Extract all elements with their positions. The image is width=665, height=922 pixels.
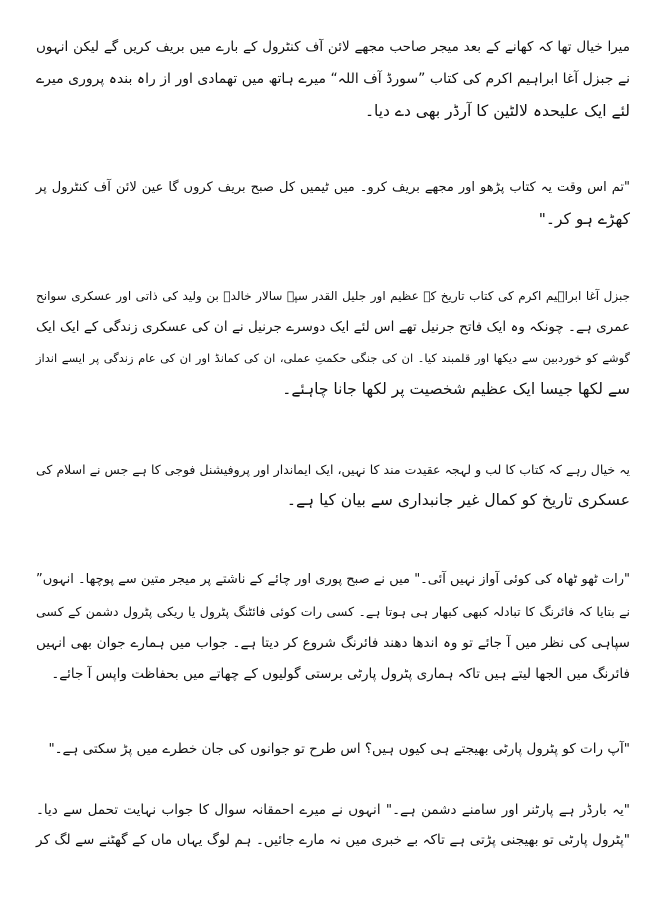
paragraph-line: کھڑے ہو کر۔" — [538, 210, 630, 228]
paragraph-line: جبزل آغا ابراہیم اکرم کی کتاب تاریخ کے عظیم اور جلیل القدر سپہ سالار خالدؓ بن ولید کی ذاتی اور عسکری سوانح — [36, 289, 630, 303]
paragraph-line: میرا خیال تھا کہ کھانے کے بعد میجر صاحب مجھے لائن آف کنٹرول کے بارے میں بریف کریں گے لیکن انہوں — [36, 39, 630, 55]
paragraph-line: "آپ رات کو پٹرول پارٹی بھیجتے ہی کیوں ہیں؟ اس طرح تو جوانوں کی جان خطرے میں پڑ سکتی ہے۔" — [48, 741, 630, 757]
paragraph-line: "پٹرول پارٹی تو بھیجنی پڑتی ہے تاکہ بے خبری میں نہ مارے جائیں۔ ہم لوگ یہاں ماں کے گھٹنے سے لگ کر — [36, 832, 630, 848]
paragraph-line: فائرنگ میں الجھا لیتے ہیں تاکہ ہماری پٹرول پارٹی برستی گولیوں کے چھاتے میں بحفاظت واپس آ جائے۔ — [51, 666, 630, 682]
paragraph-line: یہ خیال رہے کہ کتاب کا لب و لہجہ عقیدت مند کا نہیں، ایک ایماندار اور پروفیشنل فوجی کا ہے جس نے اسلام کی — [36, 462, 630, 477]
paragraph-line: "رات ٹھو ٹھاہ کی کوئی آواز نہیں آئی۔" میں نے صبح پوری اور چائے کے ناشتے پر میجر متین سے پوچھا۔ انہوں” — [36, 572, 630, 587]
paragraph-line: لئے ایک علیحدہ لالٹین کا آرڈر بھی دے دیا۔ — [364, 102, 630, 120]
paragraph-line: سپاہی کی نظر میں آ جائے تو وہ اندھا دھند فائرنگ شروع کر دیتا ہے۔ جواب میں ہمارے جوان بھی انہیں — [36, 635, 630, 651]
paragraph-line: "تم اس وقت یہ کتاب پڑھو اور مجھے بریف کرو۔ میں ٹیمیں کل صبح بریف کروں گا عین لائن آف کنٹرول پر — [36, 180, 630, 195]
paragraph-line: عسکری تاریخ کو کمال غیر جانبداری سے بیان کیا ہے۔ — [286, 491, 630, 509]
paragraph-line: عمری ہے۔ چونکہ وہ ایک فاتح جرنیل تھے اس لئے ایک دوسرے جرنیل نے ان کی عسکری زندگی کے ایک ایک — [36, 319, 630, 335]
paragraph-line: "یہ بارڈر ہے پارٹنر اور سامنے دشمن ہے۔" انہوں نے میرے احمقانہ سوال کا جواب نہایت تحمل سے دیا۔ — [36, 802, 630, 818]
paragraph-line: گوشے کو خوردبین سے دیکھا اور قلمبند کیا۔ ان کی جنگی حکمتِ عملی، ان کی کمانڈ اور ان کی عام زندگی پر ایسے انداز — [36, 351, 630, 365]
paragraph-line: نے بتایا کہ فائرنگ کا تبادلہ کبھی کبھار ہی ہوتا ہے۔ کسی رات کوئی فائٹنگ پٹرول یا ریکی پٹرول دشمن کے کسی — [36, 604, 630, 619]
paragraph-line: نے جبزل آغا ابراہیم اکرم کی کتاب ”سورڈ آف اللہ“ میرے ہاتھ میں تھمادی اور از راہ بندہ پروری میرے — [36, 71, 630, 87]
paragraph-line: سے لکھا جیسا ایک عظیم شخصیت پر لکھا جانا چاہئے۔ — [282, 380, 630, 398]
